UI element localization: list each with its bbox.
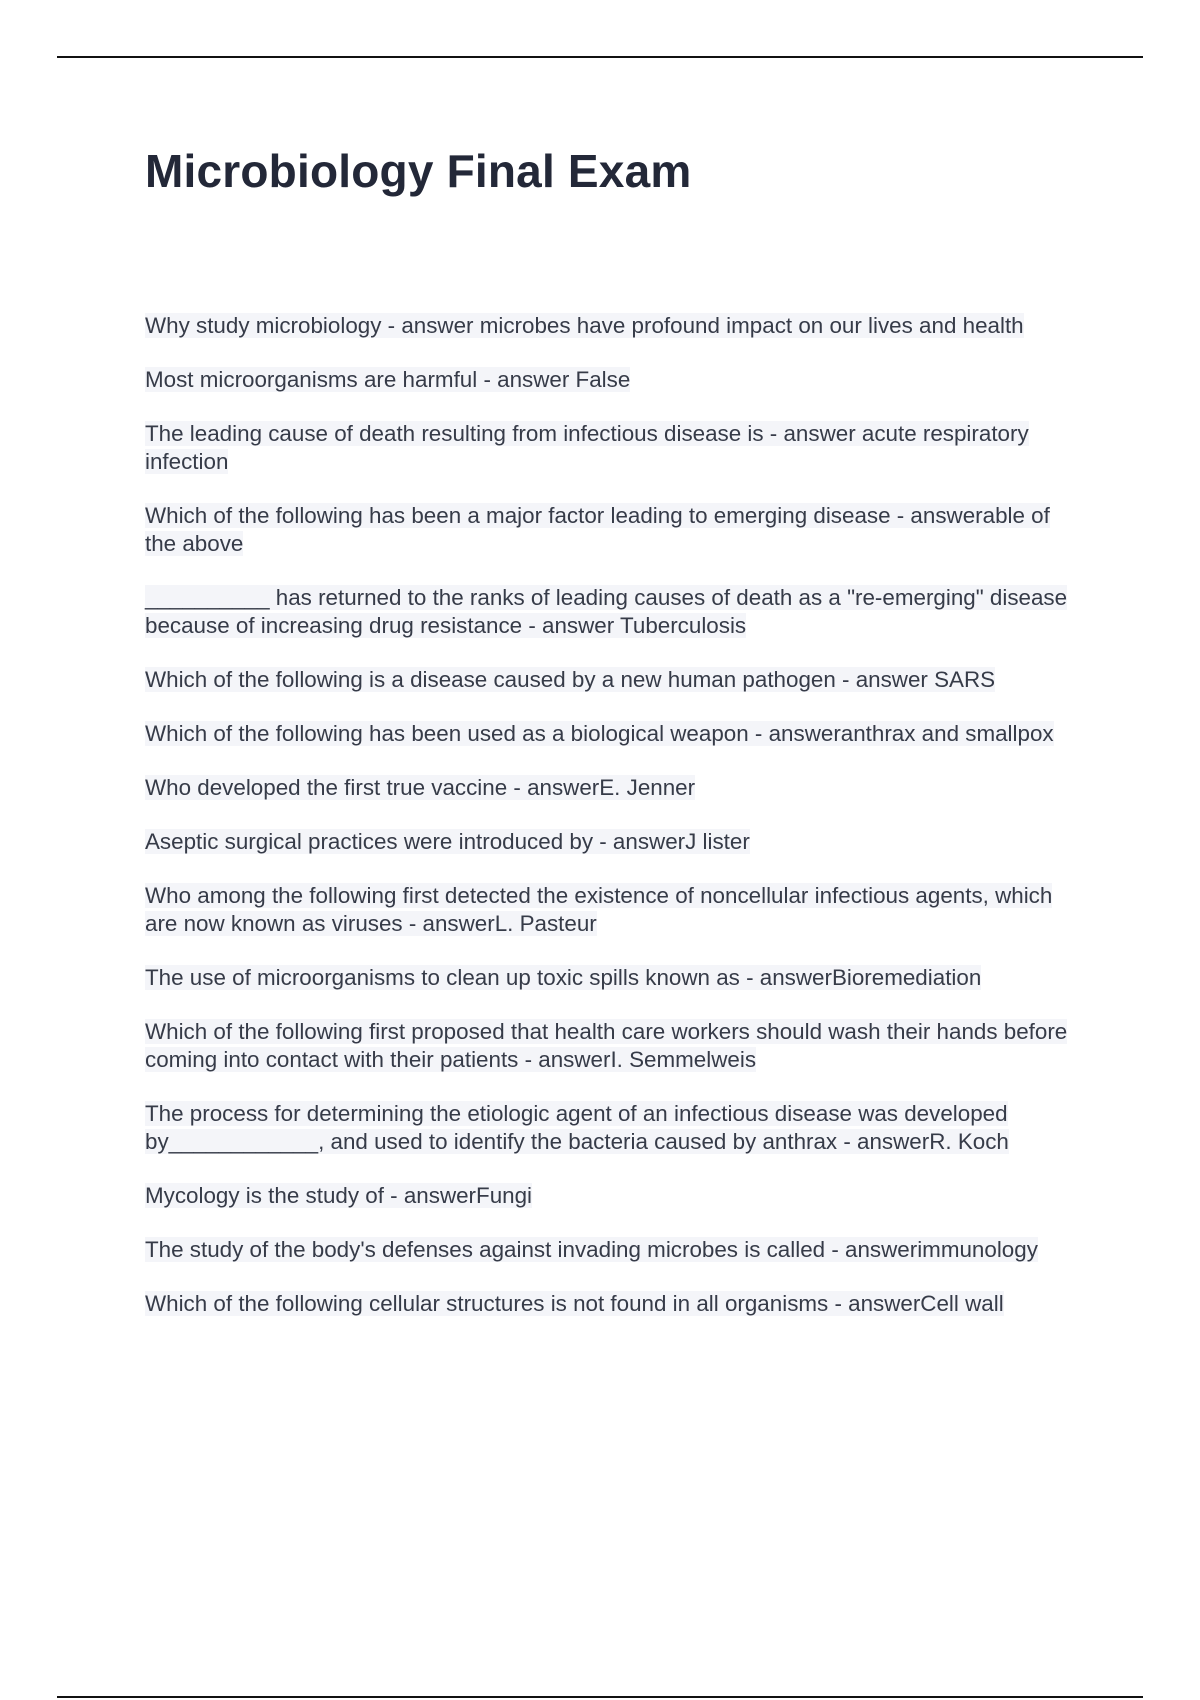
qa-text: The process for determining the etiologic agent of an infectious disease was developed by____________, and used to identify the bacteria caused by anthrax - answerR. Koch bbox=[145, 1101, 1009, 1154]
qa-text: Why study microbiology - answer microbes have profound impact on our lives and health bbox=[145, 313, 1024, 338]
qa-item bbox=[145, 828, 1085, 856]
qa-item bbox=[145, 420, 1085, 476]
qa-item bbox=[145, 1182, 1085, 1210]
qa-text: Who developed the first true vaccine - answerE. Jenner bbox=[145, 775, 696, 800]
qa-list bbox=[145, 312, 1085, 1344]
qa-text: Which of the following has been a major factor leading to emerging disease - answerable of the above bbox=[145, 503, 1050, 556]
qa-item bbox=[145, 502, 1085, 558]
qa-item bbox=[145, 1018, 1085, 1074]
qa-item bbox=[145, 720, 1085, 748]
qa-item bbox=[145, 1236, 1085, 1264]
page-title: Microbiology Final Exam bbox=[145, 145, 692, 197]
qa-text: Which of the following is a disease caused by a new human pathogen - answer SARS bbox=[145, 667, 996, 692]
bottom-rule bbox=[57, 1696, 1143, 1698]
qa-item bbox=[145, 882, 1085, 938]
qa-text: Who among the following first detected the existence of noncellular infectious agents, which are now known as viruses - answerL. Pasteur bbox=[145, 883, 1053, 936]
qa-item bbox=[145, 774, 1085, 802]
qa-item bbox=[145, 584, 1085, 640]
qa-item bbox=[145, 1100, 1085, 1156]
qa-text: Which of the following cellular structures is not found in all organisms - answerCell wall bbox=[145, 1291, 1004, 1316]
qa-item bbox=[145, 964, 1085, 992]
qa-item bbox=[145, 312, 1085, 340]
qa-item bbox=[145, 1290, 1085, 1318]
qa-text: The leading cause of death resulting from infectious disease is - answer acute respiratory infection bbox=[145, 421, 1029, 474]
qa-text: __________ has returned to the ranks of leading causes of death as a "re-emerging" disease because of increasing drug resistance - answer Tuberculosis bbox=[145, 585, 1068, 638]
qa-text: Which of the following first proposed that health care workers should wash their hands before coming into contact with their patients - answerI. Semmelweis bbox=[145, 1019, 1068, 1072]
qa-text: The use of microorganisms to clean up toxic spills known as - answerBioremediation bbox=[145, 965, 982, 990]
qa-text: The study of the body's defenses against invading microbes is called - answerimmunology bbox=[145, 1237, 1038, 1262]
qa-item bbox=[145, 366, 1085, 394]
qa-text: Aseptic surgical practices were introduced by - answerJ lister bbox=[145, 829, 750, 854]
qa-text: Most microorganisms are harmful - answer False bbox=[145, 367, 631, 392]
top-rule bbox=[57, 56, 1143, 58]
qa-item bbox=[145, 666, 1085, 694]
qa-text: Which of the following has been used as a biological weapon - answeranthrax and smallpox bbox=[145, 721, 1054, 746]
qa-text: Mycology is the study of - answerFungi bbox=[145, 1183, 533, 1208]
